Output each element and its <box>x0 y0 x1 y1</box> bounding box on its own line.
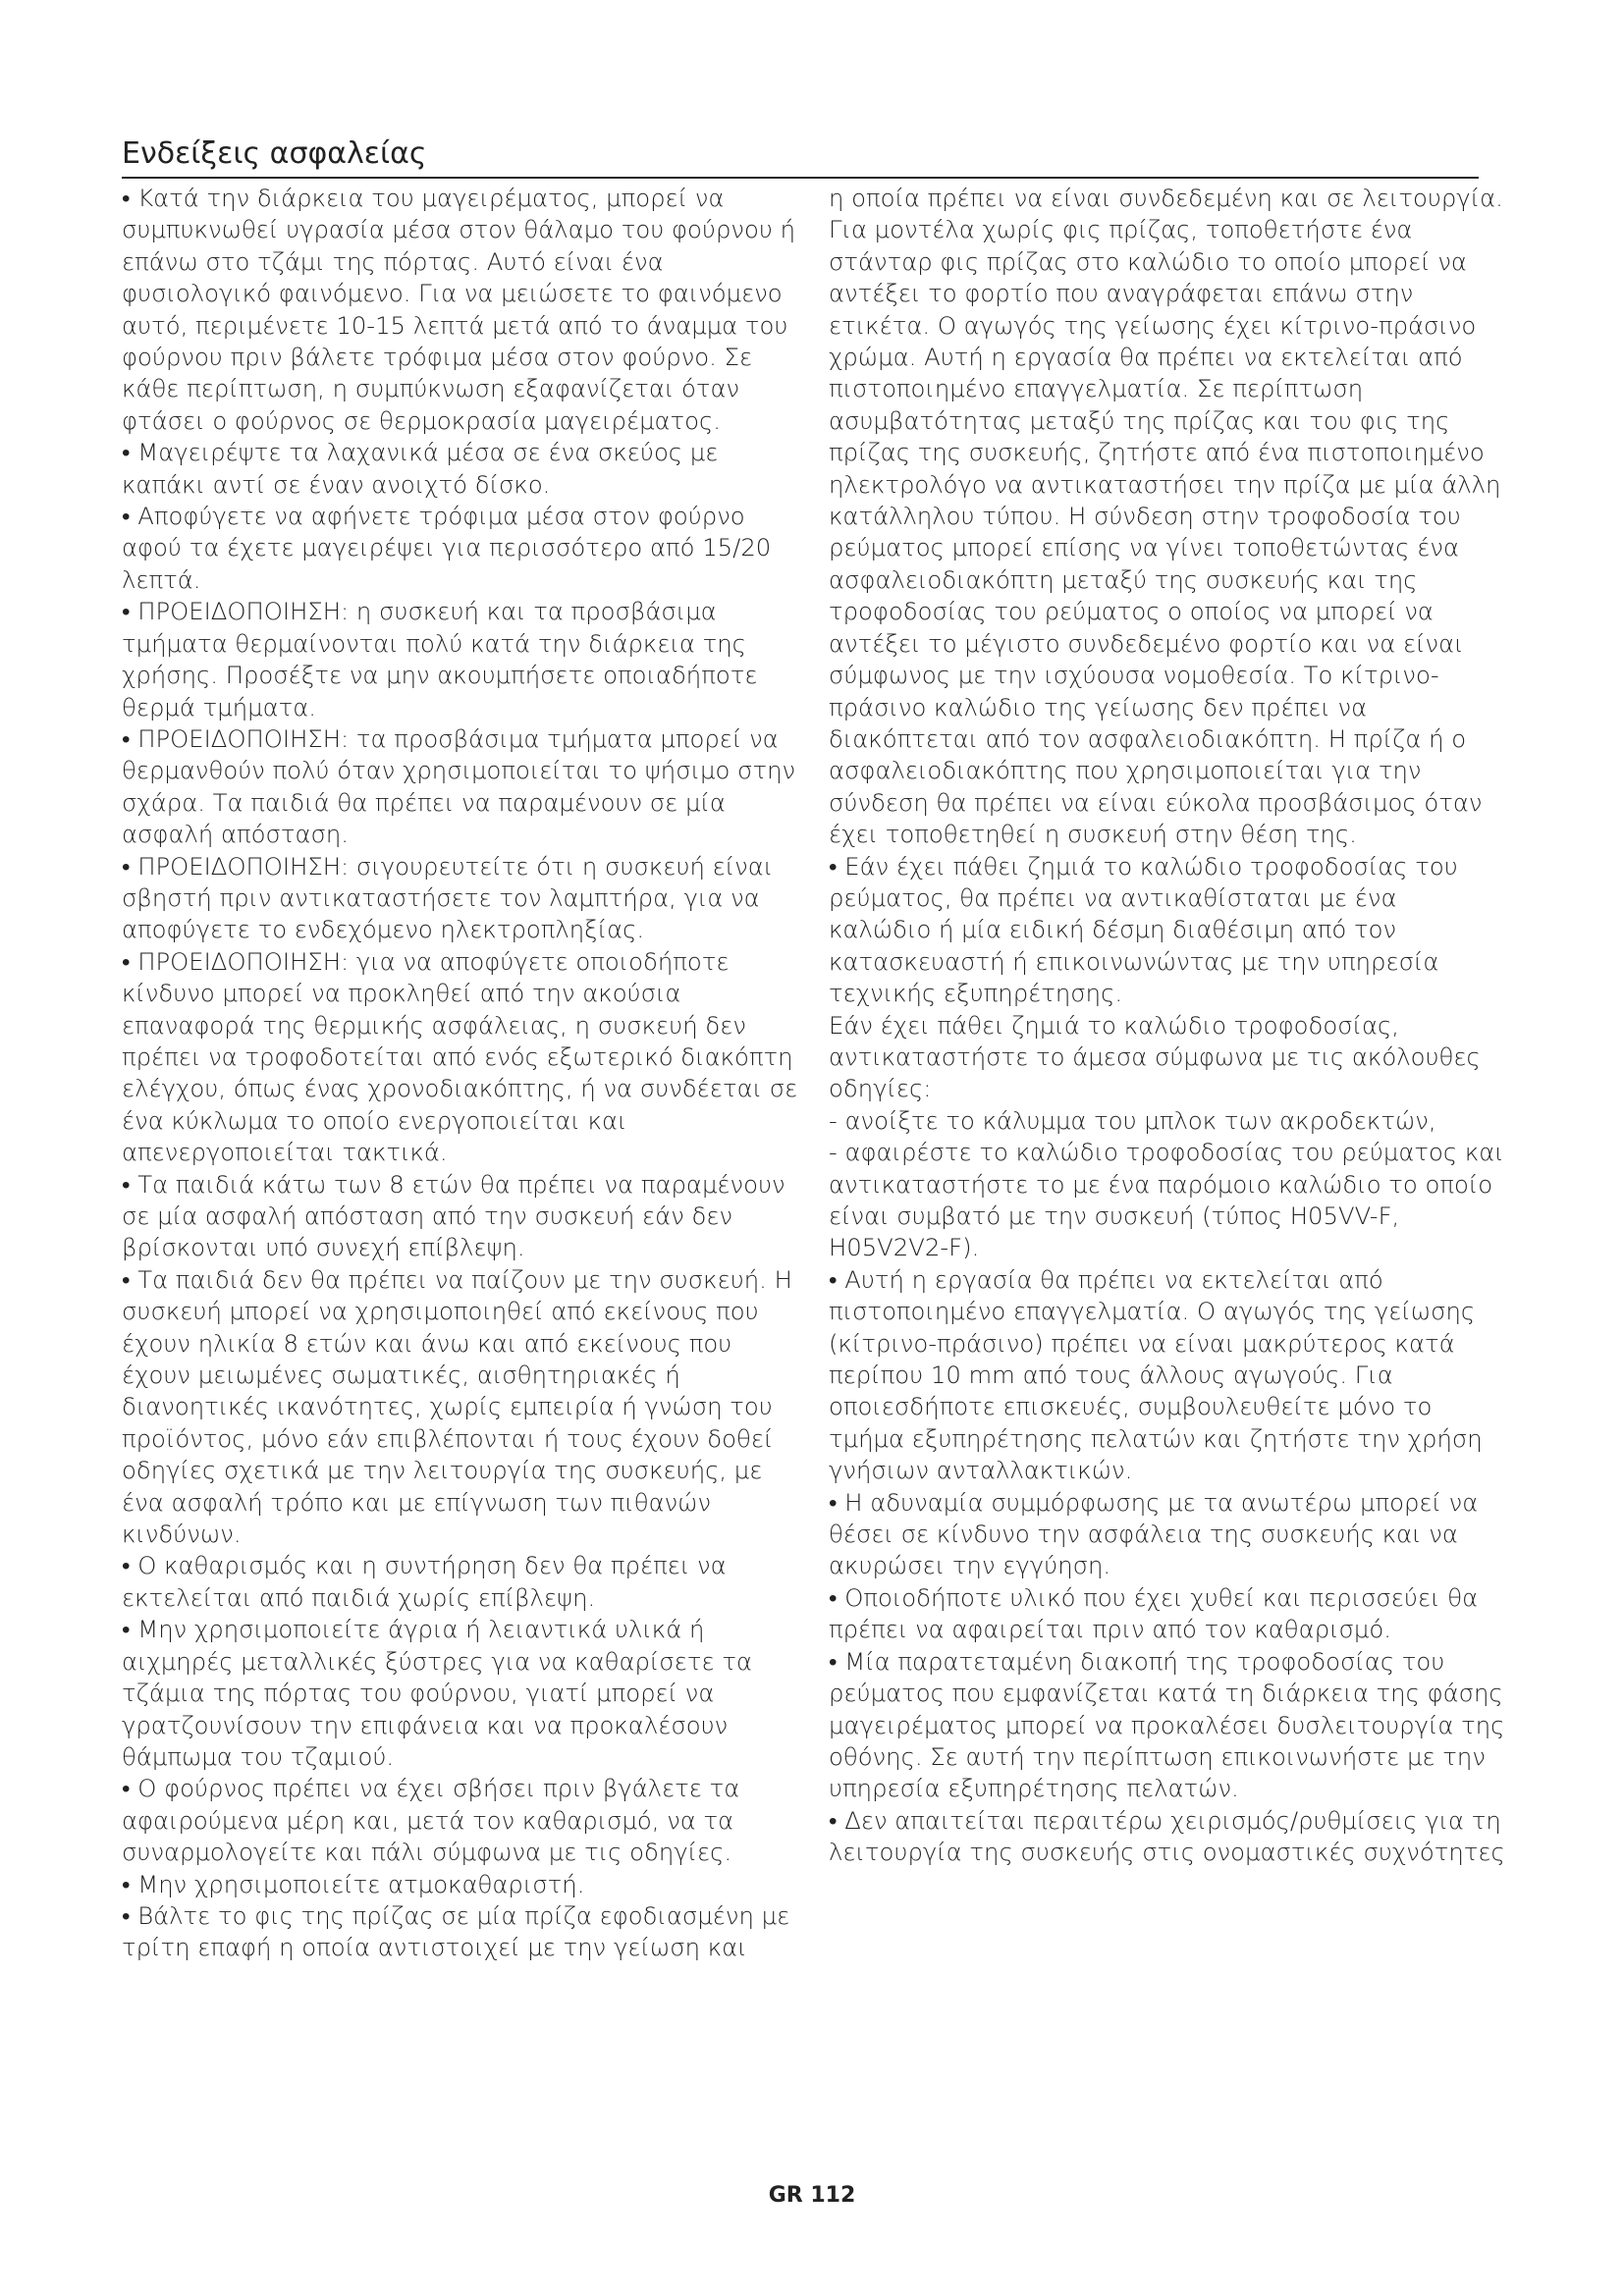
paragraph: - αφαιρέστε το καλώδιο τροφοδοσίας του ρεύματος και αντικαταστήστε το με ένα παρόμοιο καλώδιο το οποίο είναι συμβατό με την συσκευή (τύπος H05VV-F, H05V2V2-F). <box>829 1138 1504 1262</box>
paragraph: • Μην χρησιμοποιείτε άγρια ή λειαντικά υλικά ή αιχμηρές μεταλλικές ξύστρες για να καθαρίσετε τα τζάμια της πόρτας του φούρνου, γιατί μπορεί να γρατζουνίσουν την επιφάνεια και να προκαλέσουν θάμπωμα του τζαμιού. <box>122 1615 752 1771</box>
right-column <box>829 183 1506 1869</box>
left-column <box>122 183 807 1964</box>
paragraph: • Μαγειρέψτε τα λαχανικά μέσα σε ένα σκεύος με καπάκι αντί σε έναν ανοιχτό δίσκο. <box>122 438 719 499</box>
paragraph: • Κατά την διάρκεια του μαγειρέματος, μπορεί να συμπυκνωθεί υγρασία μέσα στον θάλαμο του φούρνου ή επάνω στο τζάμι της πόρτας. Αυτό είναι ένα φυσιολογικό φαινόμενο. Για να μειώσετε το φαινόμενο αυτό, περιμένετε 10-15 λεπτά μετά από το άναμμα του φούρνου πριν βάλετε τρόφιμα μέσα στον φούρνο. Σε κάθε περίπτωση, η συμπύκνωση εξαφανίζεται όταν φτάσει ο φούρνος σε θερμοκρασία μαγειρέματος. <box>122 184 796 435</box>
paragraph: • Μία παρατεταμένη διακοπή της τροφοδοσίας του ρεύματος που εμφανίζεται κατά τη διάρκεια της φάσης μαγειρέματος μπορεί να προκαλέσει δυσλειτουργία της οθόνης. Σε αυτή την περίπτωση επικοινωνήστε με την υπηρεσία εξυπηρέτησης πελατών. <box>829 1646 1505 1803</box>
paragraph: • Η αδυναμία συμμόρφωσης με τα ανωτέρω μπορεί να θέσει σε κίνδυνο την ασφάλεια της συσκευής και να ακυρώσει την εγγύηση. <box>829 1487 1479 1580</box>
paragraph: • Τα παιδιά κάτω των 8 ετών θα πρέπει να παραμένουν σε μία ασφαλή απόσταση από την συσκευή εάν δεν βρίσκονται υπό συνεχή επίβλεψη. <box>122 1169 785 1262</box>
paragraph: • Ο φούρνος πρέπει να έχει σβήσει πριν βγάλετε τα αφαιρούμενα μέρη και, μετά τον καθαρισμό, να τα συναρμολογείτε και πάλι σύμφωνα με τις οδηγίες. <box>122 1774 740 1867</box>
paragraph: η οποία πρέπει να είναι συνδεδεμένη και σε λειτουργία. Για μοντέλα χωρίς φις πρίζας, τοποθετήστε ένα στάνταρ φις πρίζας στο καλώδιο το οποίο μπορεί να αντέξει το φορτίο που αναγράφεται επάνω στην ετικέτα. Ο αγωγός της γείωσης έχει κίτρινο-πράσινο χρώμα. Αυτή η εργασία θα πρέπει να εκτελείται από πιστοποιημένο επαγγελματία. Σε περίπτωση ασυμβατότητας μεταξύ της πρίζας και του φις της πρίζας της συσκευής, ζητήστε από ένα πιστοποιημένο ηλεκτρολόγο να αντικαταστήσει την πρίζα με μία άλλη κατάλληλου τύπου. Η σύνδεση στην τροφοδοσία του ρεύματος μπορεί επίσης να γίνει τοποθετώντας ένα ασφαλειοδιακόπτη μεταξύ της συσκευής και της τροφοδοσίας του ρεύματος ο οποίος να μπορεί να αντέξει το μέγιστο συνδεδεμένο φορτίο και να είναι σύμφωνος με την ισχύουσα νομοθεσία. Το κίτρινο-πράσινο καλώδιο της γείωσης δεν πρέπει να διακόπτεται από τον ασφαλειοδιακόπτη. Η πρίζα ή ο ασφαλειοδιακόπτης που χρησιμοποιείται για την σύνδεση θα πρέπει να είναι εύκολα προσβάσιμος όταν έχει τοποθετηθεί η συσκευή στην θέση της. <box>829 184 1503 849</box>
paragraph: Εάν έχει πάθει ζημιά το καλώδιο τροφοδοσίας, αντικαταστήστε το άμεσα σύμφωνα με τις ακόλουθες οδηγίες: <box>829 1010 1481 1103</box>
paragraph: • Οποιοδήποτε υλικό που έχει χυθεί και περισσεύει θα πρέπει να αφαιρείται πριν από τον καθαρισμό. <box>829 1582 1479 1644</box>
paragraph: • Τα παιδιά δεν θα πρέπει να παίζουν με την συσκευή. Η συσκευή μπορεί να χρησιμοποιηθεί από εκείνους που έχουν ηλικία 8 ετών και άνω και από εκείνους που έχουν μειωμένες σωματικές, αισθητηριακές ή διανοητικές ικανότητες, χωρίς εμπειρία ή γνώση του προϊόντος, μόνο εάν επιβλέπονται ή τους έχουν δοθεί οδηγίες σχετικά με την λειτουργία της συσκευής, με ένα ασφαλή τρόπο και με επίγνωση των πιθανών κινδύνων. <box>122 1264 792 1549</box>
section-title: Ενδείξεις ασφαλείας <box>122 136 427 171</box>
paragraph: • Δεν απαιτείται περαιτέρω χειρισμός/ρυθμίσεις για τη λειτουργία της συσκευής στις ονομαστικές συχνότητες <box>829 1805 1505 1867</box>
paragraph: • ΠΡΟΕΙΔΟΠΟΙΗΣΗ: για να αποφύγετε οποιοδήποτε κίνδυνο μπορεί να προκληθεί από την ακούσια επαναφορά της θερμικής ασφάλειας, η συσκευή δεν πρέπει να τροφοδοτείται από ενός εξωτερικό διακόπτη ελέγχου, όπως ένας χρονοδιακόπτης, ή να συνδέεται σε ένα κύκλωμα το οποίο ενεργοποιείται και απενεργοποιείται τακτικά. <box>122 946 798 1167</box>
paragraph: • Ο καθαρισμός και η συντήρηση δεν θα πρέπει να εκτελείται από παιδιά χωρίς επίβλεψη. <box>122 1551 727 1612</box>
page-number: GR 112 <box>768 2183 856 2208</box>
paragraph: • ΠΡΟΕΙΔΟΠΟΙΗΣΗ: σιγουρευτείτε ότι η συσκευή είναι σβηστή πριν αντικαταστήσετε τον λαμπτήρα, για να αποφύγετε το ενδεχόμενο ηλεκτροπληξίας. <box>122 851 774 944</box>
paragraph: • Μην χρησιμοποιείτε ατμοκαθαριστή. <box>122 1869 585 1898</box>
paragraph: • Βάλτε το φις της πρίζας σε μία πρίζα εφοδιασμένη με τρίτη επαφή η οποία αντιστοιχεί με την γείωση και <box>122 1900 790 1962</box>
paragraph: • ΠΡΟΕΙΔΟΠΟΙΗΣΗ: η συσκευή και τα προσβάσιμα τμήματα θερμαίνονται πολύ κατά την διάρκεια της χρήσης. Προσέξτε να μην ακουμπήσετε οποιαδήποτε θερμά τμήματα. <box>122 597 758 721</box>
paragraph: • Αποφύγετε να αφήνετε τρόφιμα μέσα στον φούρνο αφού τα έχετε μαγειρέψει για περισσότερο από 15/20 λεπτά. <box>122 502 772 594</box>
paragraph: • Αυτή η εργασία θα πρέπει να εκτελείται από πιστοποιημένο επαγγελματία. Ο αγωγός της γείωσης (κίτρινο-πράσινο) πρέπει να είναι μακρύτερος κατά περίπου 10 mm από τους άλλους αγωγούς. Για οποιεσδήποτε επισκευές, συμβουλευθείτε μόνο το τμήμα εξυπηρέτησης πελατών και ζητήστε την χρήση γνήσιων ανταλλακτικών. <box>829 1264 1483 1485</box>
paragraph: • Εάν έχει πάθει ζημιά το καλώδιο τροφοδοσίας του ρεύματος, θα πρέπει να αντικαθίσταται με ένα καλώδιο ή μία ειδική δέσμη διαθέσιμη από τον κατασκευαστή ή επικοινωνώντας με την υπηρεσία τεχνικής εξυπηρέτησης. <box>829 851 1458 1008</box>
section-heading <box>122 132 1479 179</box>
paragraph: • ΠΡΟΕΙΔΟΠΟΙΗΣΗ: τα προσβάσιμα τμήματα μπορεί να θερμανθούν πολύ όταν χρησιμοποιείται το ψήσιμο στην σχάρα. Τα παιδιά θα πρέπει να παραμένουν σε μία ασφαλή απόσταση. <box>122 723 796 849</box>
paragraph: - ανοίξτε το κάλυμμα του μπλοκ των ακροδεκτών, <box>829 1105 1436 1135</box>
